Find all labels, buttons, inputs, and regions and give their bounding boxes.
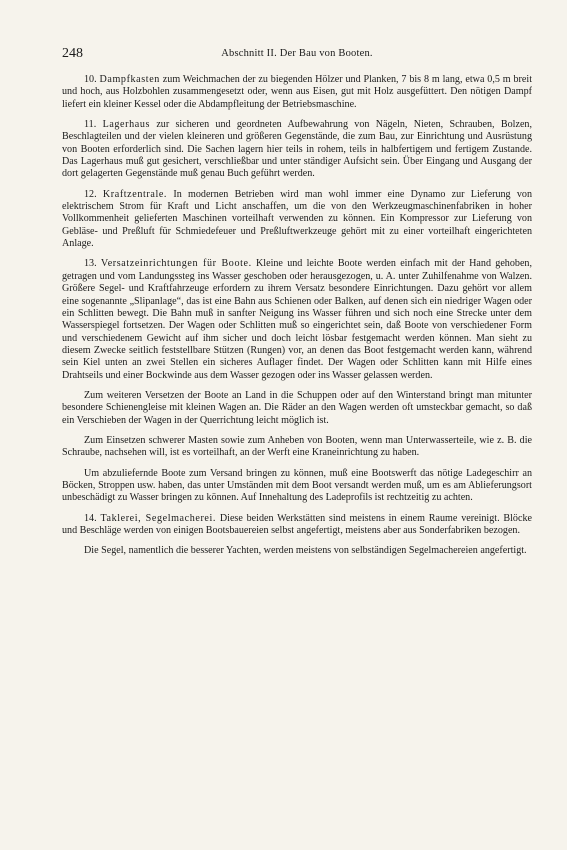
paragraph: Um abzuliefernde Boote zum Versand bringen zu können, muß eine Bootswerft das nötige Ladegeschirr an Böcken, Stroppen usw. haben, das unter Umständen mit dem Boot versandt werden muß, um es am Ablieferungsort unbeschädigt zu Wasser bringen zu können. Auf Innehaltung des Ladeprofils ist rechtzeitig zu achten. — [62, 467, 532, 504]
section-text: zum Weichmachen der zu biegenden Hölzer und Planken, 7 bis 8 m lang, etwa 0,5 m breit und hoch, aus Holzbohlen zusammengesetzt oder, wenn aus Eisen, gut mit Holz ausgefüttert. Den nötigen Dampf liefert ein kleiner Kessel oder die Abdampfleitung der Betriebsmaschine. — [62, 74, 532, 110]
section-text: Kleine und leichte Boote werden einfach mit der Hand gehoben, getragen und vom Landungssteg ins Wasser geschoben oder herausgezogen, u. A. unter Zuhilfenahme von Walzen. Größere Segel- und Kraftfahrzeuge erfordern zu ihrem Versatz besondere Einrichtungen. Dazu gehört vor allem eine sogenannte „Slipanlage“, das ist eine Bahn aus Schienen oder Balken, auf denen sich ein niedriger Wagen oder ein Schlitten bewegt. Die Bahn muß in sanfter Neigung ins Wasser führen und sich noch eine Strecke unter dem Wasserspiegel fortsetzen. Der Wagen oder Schlitten muß so eingerichtet sein, daß Boote von verschiedener Form und verschiedenem Gewicht auf ihm sicher und doch leicht lösbar festgemacht werden können. Man sieht zu diesem Zwecke seitlich feststellbare Stützen (Rungen) vor, an denen das Boot festgemacht werden kann, während sein Kiel unten an zwei Stellen ein sicheres Auflager findet. Der Wagen oder Schlitten kann mit Hilfe eines Drahtseils und einer Bockwinde aus dem Wasser gezogen oder ins Wasser gelassen werden. — [62, 258, 532, 381]
section-number: 11. — [84, 119, 97, 131]
section-text: Diese beiden Werkstätten sind meistens in einem Raume vereinigt. Blöcke und Beschläge werden von einigen Bootsbauereien selbst angefertigt, meistens aber aus Sonderfabriken bezogen. — [62, 512, 532, 536]
running-head: Abschnitt II. Der Bau von Booten. — [221, 48, 373, 59]
section-number: 13. — [84, 258, 97, 270]
section-heading: Lagerhaus — [102, 119, 150, 131]
page-number: 248 — [62, 46, 83, 61]
section-13 — [62, 258, 532, 381]
paragraph: Die Segel, namentlich die besserer Yachten, werden meistens von selbständigen Segelmachereien angefertigt. — [84, 545, 527, 557]
section-number: 10. — [84, 74, 97, 85]
section-number: 14. — [84, 512, 97, 524]
paragraph: Zum weiteren Versetzen der Boote an Land in die Schuppen oder auf den Winterstand bringt man mitunter besondere Schienengleise mit kleinen Wagen an. Die Räder an den Wagen werden oft umsteckbar gemacht, so daß ein Verschieben der Wagen in der Querrichtung leicht möglich ist. — [62, 389, 532, 426]
section-heading: Kraftzentrale. — [102, 188, 168, 200]
section-text: In modernen Betrieben wird man wohl immer eine Dynamo zur Lieferung von elektrischem Strom für Kraft und Licht anschaffen, um die von den Werkzeugmaschinenfabriken in hoher Vollkommenheit gelieferten Maschinen vorteilhaft verwenden zu können. Ein Kompressor zur Lieferung von Gebläse- und Preßluft für Schmiedefeuer und Preßluftwerkzeuge gehört mit zu einer vorteilhaft eingerichteten Anlage. — [62, 188, 532, 250]
section-heading: Versatzeinrichtungen für Boote. — [100, 258, 252, 270]
section-14 — [62, 513, 532, 538]
section-10 — [62, 74, 532, 111]
paragraph: Zum Einsetzen schwerer Masten sowie zum Anheben von Booten, wenn man Unterwasserteile, wie z. B. die Schraube, nachsehen will, ist es vorteilhaft, an der Werft eine Kraneinrichtung zu haben. — [62, 434, 532, 459]
page-header — [62, 44, 532, 62]
section-11 — [62, 119, 532, 181]
section-heading: Taklerei, Segelmacherei. — [100, 512, 217, 524]
page-body — [62, 74, 532, 566]
section-number: 12. — [84, 188, 97, 200]
section-heading: Dampfkasten — [99, 74, 160, 85]
section-text: zur sicheren und geordneten Aufbewahrung von Nägeln, Nieten, Schrauben, Bolzen, Beschlagteilen und der vielen kleineren und größeren Gegenstände, die zum Bau, zur Einrichtung und Ausrüstung von Booten erforderlich sind. Die Sachen lagern hier teils in rohem, teils in halbfertigem und fertigem Zustande. Das Lagerhaus muß gut gesichert, verschließbar und unter ständiger Aufsicht sein. Über Eingang und Ausgang der dort gelagerten Gegenstände muß genau Buch geführt werden. — [62, 119, 532, 180]
section-12 — [62, 189, 532, 251]
